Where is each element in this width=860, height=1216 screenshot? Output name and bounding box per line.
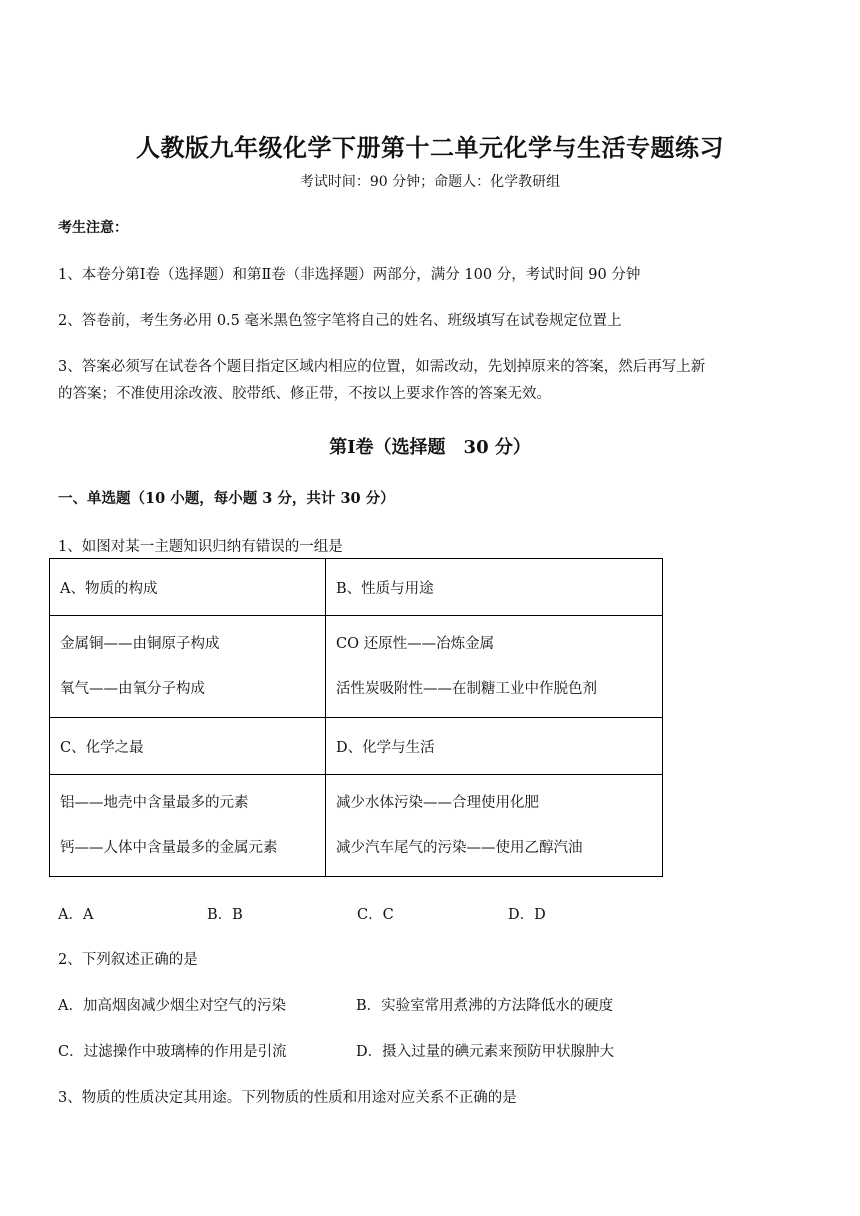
question-1-stem: 1、如图对某一主题知识归纳有错误的一组是	[58, 539, 343, 555]
table-line: 减少水体污染——合理使用化肥	[336, 794, 539, 811]
table-cell-b-body	[326, 616, 663, 718]
exam-info: 考试时间：90 分钟；命题人：化学教研组	[299, 174, 561, 190]
table-cell-a-head: A、物质的构成	[50, 559, 326, 616]
q1-option-a[interactable]: A．A	[58, 907, 94, 923]
q1-option-b[interactable]: B．B	[207, 907, 243, 923]
q2-option-a[interactable]: A．加高烟囱减少烟尘对空气的污染	[58, 998, 286, 1014]
question-3-stem: 3、物质的性质决定其用途。下列物质的性质和用途对应关系不正确的是	[58, 1090, 517, 1106]
q2-option-b[interactable]: B．实验室常用煮沸的方法降低水的硬度	[356, 998, 614, 1014]
table-cell-d-head: D、化学与生活	[326, 718, 663, 775]
table-line: 铝——地壳中含量最多的元素	[60, 794, 249, 811]
notice-item-3-cont: 的答案；不准使用涂改液、胶带纸、修正带，不按以上要求作答的答案无效。	[58, 386, 551, 402]
table-line: 钙——人体中含量最多的金属元素	[60, 839, 278, 856]
question-1-table	[49, 558, 663, 877]
table-cell-a-body	[50, 616, 326, 718]
table-line: 减少汽车尾气的污染——使用乙醇汽油	[336, 839, 583, 856]
q1-option-c[interactable]: C．C	[357, 907, 394, 923]
table-cell-c-head: C、化学之最	[50, 718, 326, 775]
page-title: 人教版九年级化学下册第十二单元化学与生活专题练习	[136, 133, 724, 162]
q2-option-c[interactable]: C．过滤操作中玻璃棒的作用是引流	[58, 1044, 287, 1060]
table-line: 氧气——由氧分子构成	[60, 680, 205, 697]
table-line: CO 还原性——冶炼金属	[336, 635, 495, 652]
section-title: 第Ⅰ卷（选择题 30 分）	[329, 437, 531, 458]
question-2-stem: 2、下列叙述正确的是	[58, 952, 198, 968]
table-cell-d-body	[326, 775, 663, 877]
table-line: 金属铜——由铜原子构成	[60, 635, 220, 652]
notice-item-2: 2、答卷前，考生务必用 0.5 毫米黑色签字笔将自己的姓名、班级填写在试卷规定位置上	[58, 313, 622, 329]
notice-item-3: 3、答案必须写在试卷各个题目指定区域内相应的位置，如需改动，先划掉原来的答案，然后再写上新	[58, 359, 706, 375]
q1-option-d[interactable]: D．D	[508, 907, 546, 923]
table-cell-b-head: B、性质与用途	[326, 559, 663, 616]
table-cell-c-body	[50, 775, 326, 877]
notice-heading: 考生注意：	[58, 220, 128, 236]
notice-item-1: 1、本卷分第Ⅰ卷（选择题）和第Ⅱ卷（非选择题）两部分，满分 100 分，考试时间 90 分钟	[58, 267, 641, 283]
table-line: 活性炭吸附性——在制糖工业中作脱色剂	[336, 680, 597, 697]
q2-option-d[interactable]: D．摄入过量的碘元素来预防甲状腺肿大	[356, 1044, 615, 1060]
part-title: 一、单选题（10 小题，每小题 3 分，共计 30 分）	[58, 490, 395, 507]
